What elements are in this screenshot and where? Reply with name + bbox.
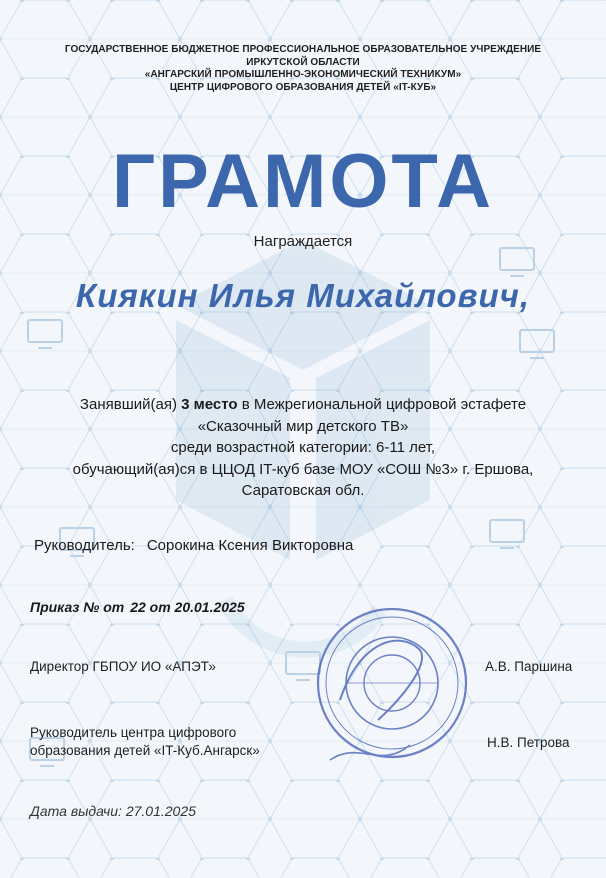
contest-name: «Сказочный мир детского ТВ» bbox=[197, 417, 409, 435]
supervisor-name: Сорокина Ксения Викторовна bbox=[146, 537, 354, 554]
awarded-label: Награждается bbox=[253, 233, 353, 250]
recipient-name: Киякин Илья Михайлович, bbox=[75, 277, 531, 314]
school-info: обучающий(ая)ся в ЦЦОД IT-куб базе МОУ «СОШ №3» г. Ершова, bbox=[72, 460, 534, 478]
place-value: 3 место bbox=[181, 396, 238, 413]
center-head-label bbox=[30, 724, 260, 760]
region-info: Саратовская обл. bbox=[241, 482, 365, 499]
order-row bbox=[30, 599, 245, 615]
header-line: ИРКУТСКОЙ ОБЛАСТИ bbox=[246, 56, 360, 68]
director-name: А.В. Паршина bbox=[485, 659, 573, 674]
supervisor-label: Руководитель: bbox=[34, 537, 135, 554]
description-prefix: Занявший(ая) bbox=[79, 396, 182, 413]
center-head-label-line: Руководитель центра цифрового bbox=[30, 725, 237, 740]
age-category: среди возрастной категории: 6-11 лет, bbox=[170, 439, 436, 456]
order-value: 22 от 20.01.2025 bbox=[130, 599, 245, 615]
description-line bbox=[0, 394, 606, 416]
award-description bbox=[0, 394, 606, 502]
header-line: ГОСУДАРСТВЕННОЕ БЮДЖЕТНОЕ ПРОФЕССИОНАЛЬНОЕ ОБРАЗОВАТЕЛЬНОЕ УЧРЕЖДЕНИЕ bbox=[64, 44, 542, 55]
certificate-title: ГРАМОТА bbox=[112, 139, 494, 224]
supervisor-row bbox=[34, 537, 353, 554]
issue-date: Дата выдачи: 27.01.2025 bbox=[30, 803, 196, 819]
center-head-label-line: образования детей «IT-Куб.Ангарск» bbox=[30, 743, 260, 758]
center-head-name: Н.В. Петрова bbox=[487, 735, 570, 750]
header-line: «АНГАРСКИЙ ПРОМЫШЛЕННО-ЭКОНОМИЧЕСКИЙ ТЕХНИКУМ» bbox=[144, 69, 462, 80]
header-line: ЦЕНТР ЦИФРОВОГО ОБРАЗОВАНИЯ ДЕТЕЙ «IT-КУБ» bbox=[169, 81, 437, 93]
description-suffix: в Межрегиональной цифровой эстафете bbox=[237, 396, 527, 413]
order-label: Приказ № от bbox=[30, 599, 125, 615]
director-label: Директор ГБПОУ ИО «АПЭТ» bbox=[30, 659, 216, 674]
institution-header bbox=[0, 44, 606, 94]
